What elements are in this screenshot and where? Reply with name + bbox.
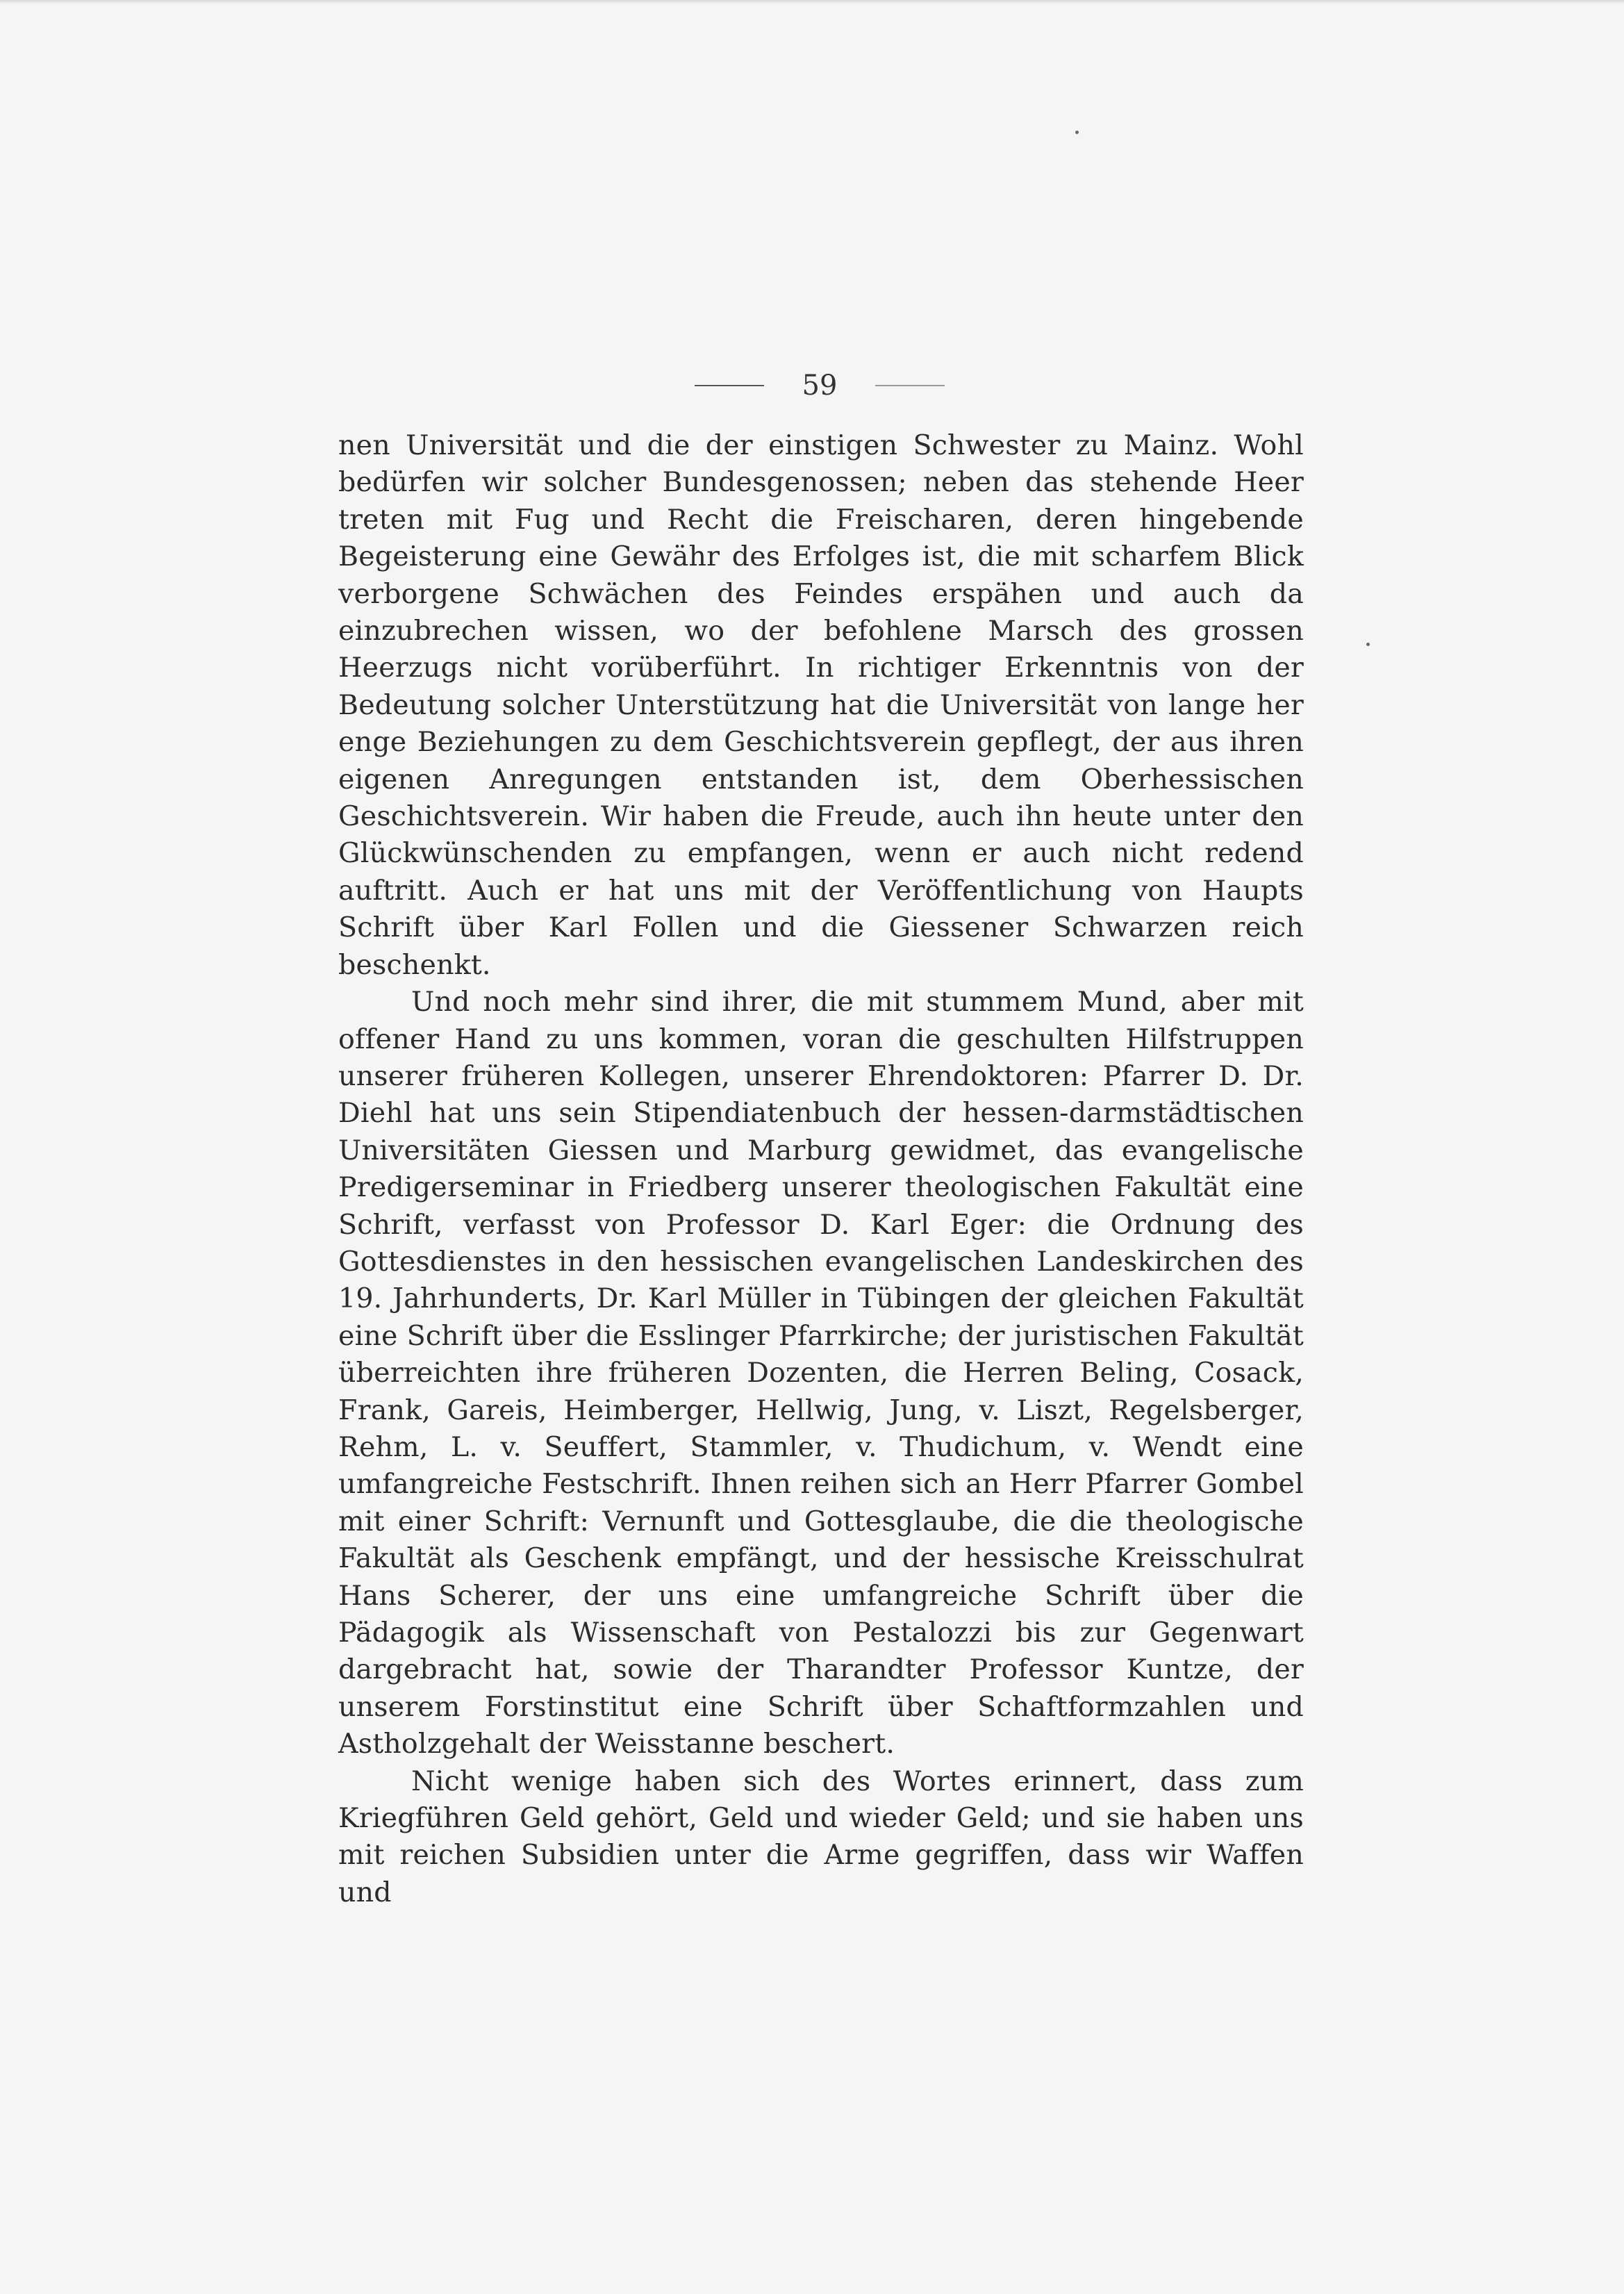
paragraph-2: Und noch mehr sind ihrer, die mit stummem Mund, aber mit offener Hand zu uns kommen, voran die geschulten Hilfstruppen unserer früheren Kollegen, unserer Ehrendoktoren: Pfarrer D. Dr. Diehl hat uns sein Stipendiatenbuch der hessen-darmstädtischen Universitäten Giessen und Marburg gewidmet, das evangelische Predigerseminar in Friedberg unserer theologischen Fakultät eine Schrift, verfasst von Professor D. Karl Eger: die Ordnung des Gottesdienstes in den hessischen evangelischen Landeskirchen des 19. Jahrhunderts, Dr. Karl Müller in Tübingen der gleichen Fakultät eine Schrift über die Esslinger Pfarrkirche; der juristischen Fakultät überreichten ihre früheren Dozenten, die Herren Beling, Cosack, Frank, Gareis, Heimberger, Hellwig, Jung, v. Liszt, Regelsberger, Rehm, L. v. Seuffert, Stammler, v. Thudichum, v. Wendt eine umfangreiche Festschrift. Ihnen reihen sich an Herr Pfarrer Gombel mit einer Schrift: Vernunft und Gottesglaube, die die theologische Fakultät als Geschenk empfängt, und der hessische Kreisschulrat Hans Scherer, der uns eine umfangreiche Schrift über die Pädagogik als Wissenschaft von Pestalozzi bis zur Gegenwart dargebracht hat, sowie der Tharandter Professor Kuntze, der unserem Forstinstitut eine Schrift über Schaftformzahlen und Astholzgehalt der Weisstanne beschert. bbox=[338, 986, 1304, 1760]
body-text bbox=[338, 427, 1304, 1911]
page-top-edge bbox=[0, 0, 1624, 4]
page-speck bbox=[1075, 131, 1079, 134]
paragraph-1: nen Universität und die der einstigen Schwester zu Mainz. Wohl bedürfen wir solcher Bundesgenossen; neben das stehende Heer treten mit Fug und Recht die Freischaren, deren hingebende Begeisterung eine Gewähr des Erfolges ist, die mit scharfem Blick verborgene Schwächen des Feindes erspähen und auch da einzubrechen wissen, wo der befohlene Marsch des grossen Heerzugs nicht vorüberführt. In richtiger Erkenntnis von der Bedeutung solcher Unterstützung hat die Universität von lange her enge Beziehungen zu dem Geschichtsverein gepflegt, der aus ihren eigenen Anregungen entstanden ist, dem Oberhessischen Geschichtsverein. Wir haben die Freude, auch ihn heute unter den Glückwünschenden zu empfangen, wenn er auch nicht redend auftritt. Auch er hat uns mit der Veröffentlichung von Haupts Schrift über Karl Follen und die Giessener Schwarzen reich beschenkt. bbox=[338, 429, 1304, 981]
header-rule-left bbox=[695, 385, 764, 386]
page-speck bbox=[1366, 643, 1370, 646]
page-header bbox=[695, 365, 945, 406]
page-number: 59 bbox=[802, 370, 838, 402]
header-rule-right bbox=[875, 385, 945, 386]
paragraph-3: Nicht wenige haben sich des Wortes erinnert, dass zum Kriegführen Geld gehört, Geld und wieder Geld; und sie haben uns mit reichen Subsidien unter die Arme gegriffen, dass wir Waffen und bbox=[338, 1765, 1304, 1908]
